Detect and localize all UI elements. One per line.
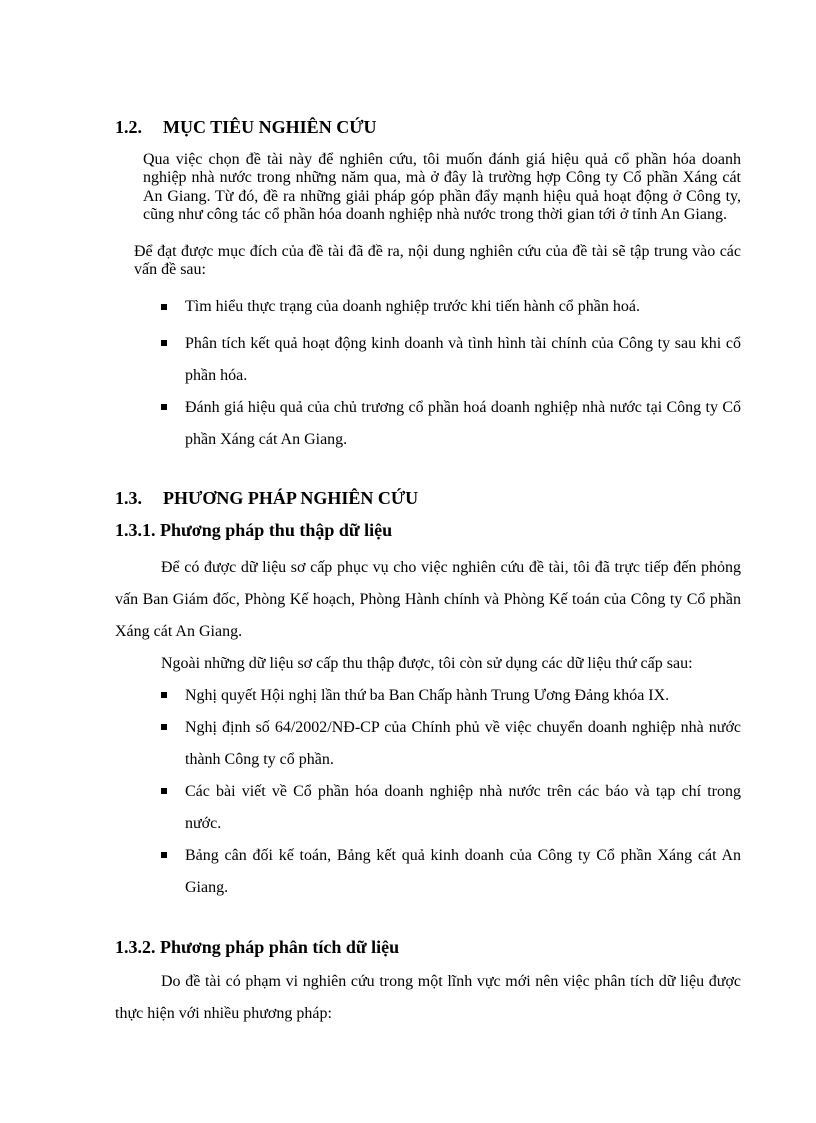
list-item [157, 840, 741, 904]
list-item-text: Nghị quyết Hội nghị lần thứ ba Ban Chấp hành Trung Ương Đảng khóa IX. [185, 687, 670, 704]
data-analysis-paragraph: Do đề tài có phạm vi nghiên cứu trong một lĩnh vực mới nên việc phân tích dữ liệu được thực hiện với nhiều phương pháp: [115, 973, 741, 1022]
section-number: 1.2. [115, 117, 142, 137]
bullet-icon [161, 724, 167, 730]
list-item-text: Các bài viết về Cổ phần hóa doanh nghiệp nhà nước trên các báo và tạp chí trong nước. [185, 783, 741, 832]
bullet-icon [161, 340, 167, 346]
section-number: 1.3. [115, 488, 142, 508]
list-item-text: Bảng cân đối kế toán, Bảng kết quả kinh doanh của Công ty Cổ phần Xáng cát An Giang. [185, 847, 741, 896]
data-collection-paragraph: Để có được dữ liệu sơ cấp phục vụ cho việc nghiên cứu đề tài, tôi đã trực tiếp đến phỏng vấn Ban Giám đốc, Phòng Kế hoạch, Phòng Hành chính và Phòng Kế toán của Công ty Cổ phần Xáng cát An Giang. [115, 559, 741, 640]
list-item [157, 392, 741, 456]
list-item-text: Phân tích kết quả hoạt động kinh doanh và tình hình tài chính của Công ty sau khi cổ phần hóa. [185, 335, 741, 384]
bullet-icon [161, 852, 167, 858]
list-item-text: Đánh giá hiệu quả của chủ trương cổ phần hoá doanh nghiệp nhà nước tại Công ty Cổ phần Xáng cát An Giang. [185, 399, 741, 448]
list-item [157, 328, 741, 392]
list-item-text: Tìm hiểu thực trạng của doanh nghiệp trước khi tiến hành cổ phần hoá. [185, 298, 641, 315]
bullet-icon [161, 692, 167, 698]
secondary-data-bullet-list [157, 680, 741, 904]
section-heading-1-3 [115, 488, 418, 509]
secondary-data-paragraph: Ngoài những dữ liệu sơ cấp thu thập được, tôi còn sử dụng các dữ liệu thứ cấp sau: [161, 655, 693, 672]
section-title: PHƯƠNG PHÁP NGHIÊN CỨU [163, 488, 419, 508]
bullet-icon [161, 404, 167, 410]
section-heading-1-3-1: 1.3.1. Phương pháp thu thập dữ liệu [115, 520, 393, 540]
objective-bullet-list [157, 296, 741, 456]
list-item-text: Nghị định số 64/2002/NĐ-CP của Chính phủ về việc chuyển doanh nghiệp nhà nước thành Công ty cổ phần. [185, 719, 741, 768]
bullet-icon [161, 788, 167, 794]
section-heading-1-2 [115, 117, 377, 138]
list-item [157, 296, 741, 318]
section-heading-1-3-2: 1.3.2. Phương pháp phân tích dữ liệu [115, 937, 400, 957]
list-item [157, 680, 741, 712]
list-item [157, 776, 741, 840]
list-item [157, 712, 741, 776]
section-title: MỤC TIÊU NGHIÊN CỨU [163, 117, 377, 137]
objective-paragraph: Qua việc chọn đề tài này để nghiên cứu, tôi muốn đánh giá hiệu quả cổ phần hóa doanh nghiệp nhà nước trong những năm qua, mà ở đây là trường hợp Công ty Cổ phần Xáng cát An Giang. Từ đó, đề ra những giải pháp góp phần đẩy mạnh hiệu quả hoạt động ở Công ty, cũng như công tác cổ phần hóa doanh nghiệp nhà nước trong thời gian tới ở tỉnh An Giang. [143, 151, 741, 224]
bullet-icon [161, 304, 167, 310]
objective-scope-paragraph: Để đạt được mục đích của đề tài đã đề ra, nội dung nghiên cứu của đề tài sẽ tập trung vào các vấn đề sau: [134, 243, 741, 279]
